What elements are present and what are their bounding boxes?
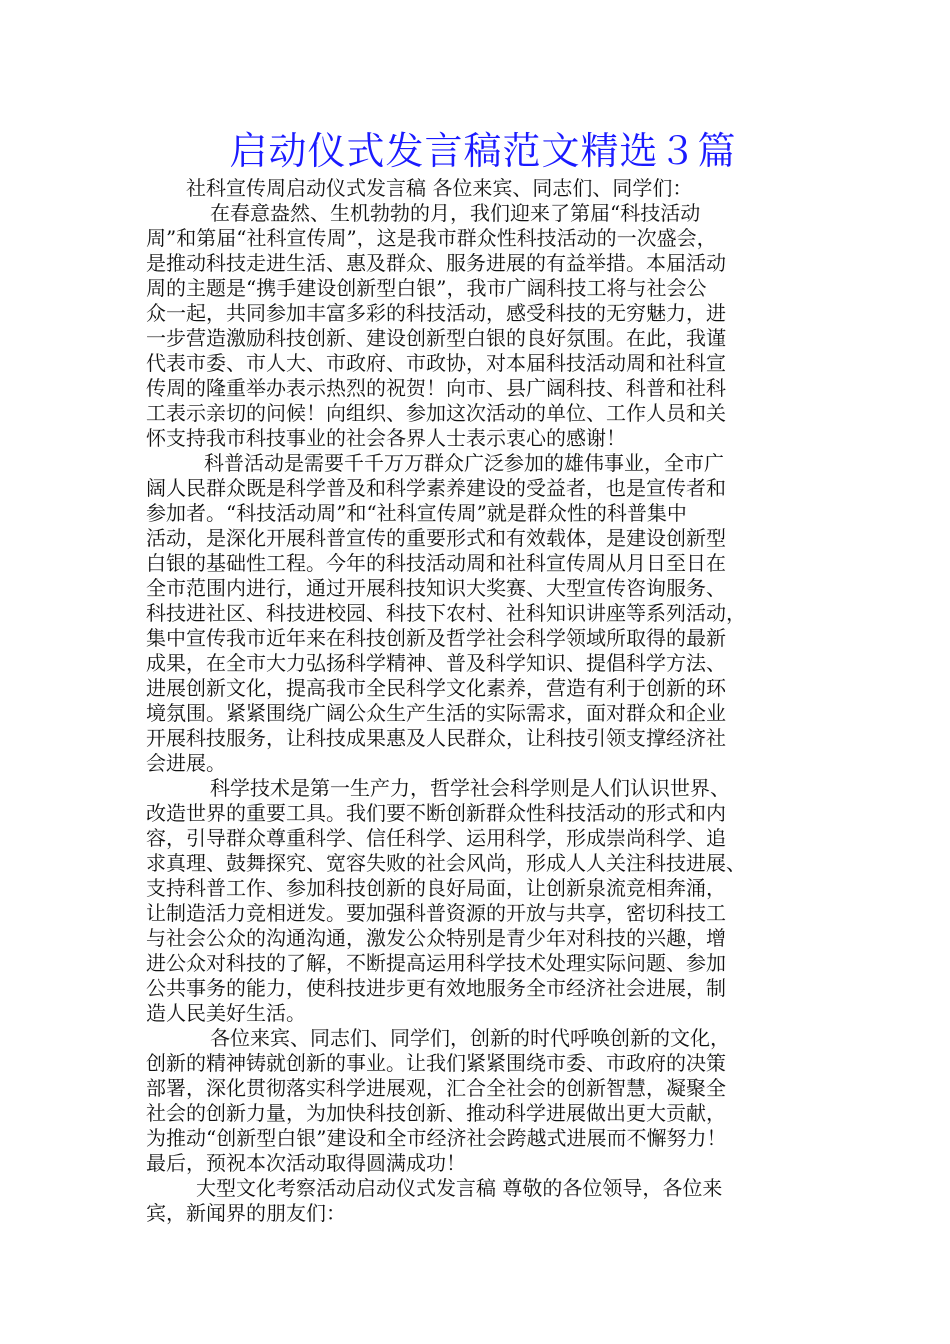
text-line: 周”和第届“社科宣传周”，这是我市群众性科技活动的一次盛会，	[146, 226, 717, 250]
text-line: 全市范围内进行，通过开展科技知识大奖赛、大型宣传咨询服务、	[146, 576, 726, 600]
document-body	[146, 176, 820, 1226]
text-line: 会进展。	[146, 751, 226, 775]
text-line: 成果，在全市大力弘扬科学精神、普及科学知识、提倡科学方法、	[146, 651, 726, 675]
text-line: 容，引导群众尊重科学、信任科学、运用科学，形成崇尚科学、追	[146, 826, 726, 850]
text-line: 白银的基础性工程。今年的科技活动周和社科宣传周从月日至日在	[146, 551, 726, 575]
text-line: 在春意盎然、生机勃勃的月，我们迎来了第届“科技活动	[210, 201, 701, 225]
text-line: 与社会公众的沟通沟通，激发公众特别是青少年对科技的兴趣，增	[146, 926, 726, 950]
text-line: 为推动“创新型白银”建设和全市经济社会跨越式进展而不懈努力！	[146, 1126, 727, 1150]
text-line: 部署，深化贯彻落实科学进展观，汇合全社会的创新智慧，凝聚全	[146, 1076, 726, 1100]
text-line: 怀支持我市科技事业的社会各界人士表示衷心的感谢！	[146, 426, 626, 450]
text-line: 开展科技服务，让科技成果惠及人民群众，让科技引领支撑经济社	[146, 726, 726, 750]
text-line: 各位来宾、同志们、同学们，创新的时代呼唤创新的文化，	[210, 1026, 730, 1050]
text-line: 代表市委、市人大、市政府、市政协，对本届科技活动周和社科宣	[146, 351, 726, 375]
text-line: 科普活动是需要千千万万群众广泛参加的雄伟事业，全市广	[204, 451, 724, 475]
text-line: 集中宣传我市近年来在科技创新及哲学社会科学领域所取得的最新	[146, 626, 726, 650]
text-line: 境氛围。紧紧围绕广阔公众生产生活的实际需求，面对群众和企业	[146, 701, 726, 725]
text-line: 科学技术是第一生产力，哲学社会科学则是人们认识世界、	[210, 776, 730, 800]
text-line: 周的主题是“携手建设创新型白银”，我市广阔科技工将与社会公	[146, 276, 707, 300]
text-line: 让制造活力竞相迸发。要加强科普资源的开放与共享，密切科技工	[146, 901, 726, 925]
text-line: 工表示亲切的问候！向组织、参加这次活动的单位、工作人员和关	[146, 401, 726, 425]
text-line: 改造世界的重要工具。我们要不断创新群众性科技活动的形式和内	[146, 801, 726, 825]
text-line: 大型文化考察活动启动仪式发言稿 尊敬的各位领导，各位来	[196, 1176, 723, 1200]
text-line: 是推动科技走进生活、惠及群众、服务进展的有益举措。本届活动	[146, 251, 726, 275]
text-line: 进公众对科技的了解，不断提高运用科学技术处理实际问题、参加	[146, 951, 726, 975]
text-line: 进展创新文化，提高我市全民科学文化素养，营造有利于创新的环	[146, 676, 726, 700]
text-line: 创新的精神铸就创新的事业。让我们紧紧围绕市委、市政府的决策	[146, 1051, 726, 1075]
text-line: 支持科普工作、参加科技创新的良好局面，让创新泉流竞相奔涌，	[146, 876, 726, 900]
document-page	[146, 126, 820, 1226]
text-line: 参加者。“科技活动周”和“社科宣传周”就是群众性的科普集中	[146, 501, 687, 525]
text-line: 社科宣传周启动仪式发言稿 各位来宾、同志们、同学们：	[186, 176, 693, 200]
text-line: 科技进社区、科技进校园、科技下农村、社科知识讲座等系列活动，	[146, 601, 746, 625]
text-line: 宾，新闻界的朋友们：	[146, 1201, 346, 1225]
document-title: 启动仪式发言稿范文精选３篇	[229, 129, 737, 173]
text-line: 传周的隆重举办表示热烈的祝贺！向市、县广阔科技、科普和社科	[146, 376, 726, 400]
text-line: 最后，预祝本次活动取得圆满成功！	[146, 1151, 466, 1175]
text-line: 公共事务的能力，使科技进步更有效地服务全市经济社会进展，制	[146, 976, 726, 1000]
text-line: 求真理、鼓舞探究、宽容失败的社会风尚，形成人人关注科技进展、	[146, 851, 746, 875]
text-line: 社会的创新力量，为加快科技创新、推动科学进展做出更大贡献，	[146, 1101, 726, 1125]
text-line: 造人民美好生活。	[146, 1001, 306, 1025]
text-line: 活动，是深化开展科普宣传的重要形式和有效载体，是建设创新型	[146, 526, 726, 550]
text-line: 一步营造激励科技创新、建设创新型白银的良好氛围。在此，我谨	[146, 326, 726, 350]
text-line: 众一起，共同参加丰富多彩的科技活动，感受科技的无穷魅力，进	[146, 301, 726, 325]
text-line: 阔人民群众既是科学普及和科学素养建设的受益者，也是宣传者和	[146, 476, 726, 500]
